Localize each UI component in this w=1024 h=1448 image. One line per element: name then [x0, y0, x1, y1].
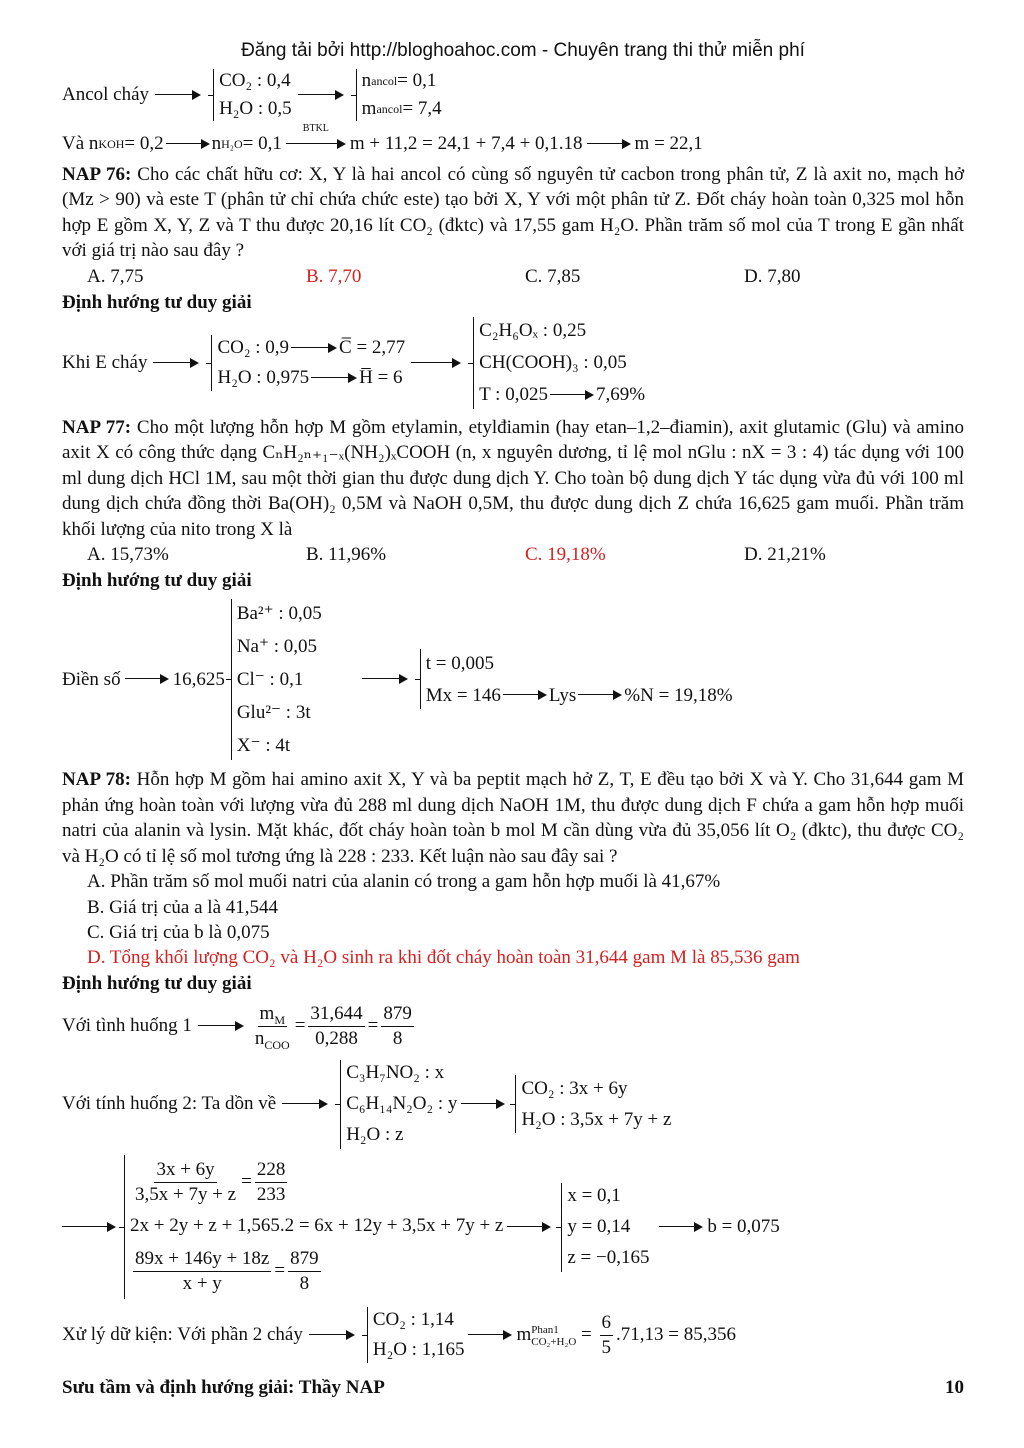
- brace-icon: [334, 1058, 346, 1151]
- solution-76: [62, 315, 964, 411]
- numerator: 3x + 6y: [154, 1158, 216, 1183]
- ancol-combustion-row: [62, 64, 964, 126]
- fraction: [253, 1002, 292, 1051]
- label: Với tính huống 2: Ta dồn về: [62, 1093, 277, 1115]
- system-line: [130, 1241, 503, 1301]
- equals: =: [367, 1015, 379, 1037]
- options-76: [62, 264, 964, 290]
- system-line: C₃H₇NO₂ : x: [346, 1062, 445, 1084]
- brace-icon: [555, 1181, 567, 1274]
- label: Với tình huống 1: [62, 1015, 192, 1037]
- question-text: Cho các chất hữu cơ: X, Y là hai ancol có cùng số nguyên tử cacbon trong phân tử, Z là axit no, mạch hở (Mz > 90) và este T (phân tử chỉ chứa chức este) tạo bởi X, Y với một phân tử Z. Đốt cháy hoàn toàn 0,325 mol hỗn hợp E gồm X, Y, Z và T thu được 20,16 lít CO₂ (đktc) và 17,55 gam H₂O. Phần trăm số mol của T trong E gần nhất với giá trị nào sau đây ?: [62, 164, 964, 262]
- value: %N = 19,18%: [624, 684, 733, 706]
- denominator: 8: [392, 1027, 403, 1049]
- option-d: D. 7,80: [744, 265, 801, 287]
- numerator: 228: [255, 1158, 288, 1183]
- brace-system: [509, 1073, 671, 1135]
- value: Lys: [548, 684, 577, 706]
- value: Mx = 146: [425, 684, 501, 706]
- fraction: [133, 1247, 271, 1296]
- system-line: [567, 1212, 779, 1243]
- arrow-icon: [298, 88, 344, 102]
- question-78: [62, 767, 964, 869]
- system-line: m ancol = 7,4: [362, 95, 442, 123]
- system-line: H₂O : z: [346, 1124, 404, 1146]
- fraction: [381, 1002, 414, 1051]
- question-number: NAP 78:: [62, 769, 131, 791]
- fraction: [288, 1247, 321, 1296]
- text: Và n: [62, 133, 99, 155]
- arrow-icon: [587, 137, 631, 151]
- option-d: D. 21,21%: [744, 544, 826, 566]
- value: H̅ = 6: [359, 367, 403, 389]
- arrow-icon: [503, 688, 547, 702]
- question-text: Hỗn hợp M gồm hai amino axit X, Y và ba peptit mạch hở Z, T, E đều tạo bởi X và Y. Cho 31,644 gam M phản ứng hoàn toàn với lượng vừa đủ 288 ml dung dịch NaOH 1M, thu được dung dịch F chứa a gam hỗn hợp muối natri của alanin và lysin. Mặt khác, đốt cháy hoàn toàn b mol M cần dùng vừa đủ 35,056 lít O₂ (đktc), thu được CO₂ và H₂O có tỉ lệ số mol tương ứng là 228 : 233. Kết luận nào sau đây sai ?: [62, 769, 965, 867]
- brace-system: [118, 1153, 503, 1301]
- m-symbol: m: [516, 1324, 532, 1346]
- value: y = 0,14: [567, 1216, 631, 1238]
- subscript: M: [274, 1012, 285, 1027]
- brace-system: [350, 67, 442, 123]
- footer-author: Sưu tầm và định hướng giải: Thầy NAP: [62, 1377, 385, 1398]
- solution-heading: Định hướng tư duy giải: [62, 570, 252, 592]
- value: .71,13 = 85,356: [616, 1324, 736, 1346]
- question-number: NAP 77:: [62, 417, 132, 439]
- brace-icon: [350, 67, 362, 123]
- n-symbol: n: [254, 1027, 265, 1049]
- koh-line: Và n KOH = 0,2 n H₂O = 0,1 BTKL m + 11,2 = 24,1 + 7,4 + 0,1.18 m = 22,1: [62, 126, 964, 162]
- system-line: CO₂ : 3x + 6y: [521, 1077, 628, 1099]
- numerator: 6: [600, 1311, 614, 1336]
- system-line: C₆H₁₄N₂O₂ : y: [346, 1093, 458, 1115]
- option-b: B. 11,96%: [306, 544, 387, 566]
- denominator: x + y: [182, 1272, 222, 1294]
- question-76: [62, 162, 964, 264]
- system-line: C₂H₆Oₓ : 0,25: [479, 320, 587, 342]
- option-a: A. 15,73%: [87, 544, 169, 566]
- arrow-icon: [659, 1220, 703, 1234]
- solution-77: [62, 593, 964, 765]
- solution-heading: Định hướng tư duy giải: [62, 972, 252, 994]
- value: = 0,1: [397, 70, 437, 92]
- option-d: D. Tổng khối lượng CO₂ và H₂O sinh ra khi đốt cháy hoàn toàn 31,644 gam M là 85,536 gam: [87, 947, 800, 969]
- brace-icon: [361, 1305, 373, 1365]
- arrow-icon: [198, 1019, 244, 1033]
- brace-system: [225, 597, 322, 762]
- brace-system: [334, 1058, 457, 1151]
- equals: =: [241, 1171, 252, 1193]
- text: n: [211, 133, 222, 155]
- system-line: CO₂ : 1,14: [372, 1309, 454, 1331]
- system-line: [479, 379, 645, 411]
- final-row: [62, 1302, 964, 1368]
- brace-system: [467, 315, 645, 411]
- system-line: Cl⁻ : 0,1: [236, 668, 304, 690]
- text: = 0,2: [124, 133, 164, 155]
- equals: =: [294, 1015, 306, 1037]
- system-line: Glu²⁻ : 3t: [236, 701, 311, 723]
- brace-icon: [414, 647, 426, 711]
- value: H₂O : 0,975: [217, 367, 310, 389]
- case2-row: [62, 1056, 964, 1152]
- equals: =: [576, 1324, 597, 1346]
- value: 7,69%: [595, 384, 646, 406]
- value: b = 0,075: [707, 1216, 780, 1238]
- label: Xử lý dữ kiện: Với phần 2 cháy: [62, 1324, 303, 1346]
- brace-icon: [509, 1073, 521, 1135]
- arrow-icon: [550, 388, 594, 402]
- case1-row: [62, 996, 964, 1056]
- numerator: 879: [381, 1002, 414, 1027]
- arrow-icon: [125, 672, 169, 686]
- value: CO₂ : 0,9: [217, 337, 290, 359]
- arrow-icon: [362, 672, 408, 686]
- system-line: Na⁺ : 0,05: [236, 635, 318, 657]
- label: Điền số: [62, 668, 121, 690]
- question-77: [62, 415, 964, 542]
- arrow-icon: [291, 341, 337, 355]
- fraction: [255, 1158, 288, 1207]
- system-line: CO₂ : 0,4: [219, 70, 291, 92]
- question-number: NAP 76:: [62, 164, 132, 185]
- numerator: 31,644: [308, 1002, 364, 1027]
- denominator: 5: [601, 1336, 611, 1358]
- option-a: A. Phần trăm số mol muối natri của alanin có trong a gam hỗn hợp muối là 41,67%: [87, 871, 721, 893]
- value: T : 0,025: [479, 384, 548, 406]
- arrow-icon: [282, 1097, 328, 1111]
- arrow-icon: [309, 1328, 355, 1342]
- question-text: Cho một lượng hỗn hợp M gồm etylamin, etylđiamin (hay etan–1,2–điamin), axit glutamic (Glu) và amino axit X có công thức dạng CₙH₂ₙ₊₁₋ₓ(NH₂)ₓCOOH (n, x nguyên dương, tỉ lệ mol nGlu : nX = 3 : 4) tác dụng với 100 ml dung dịch HCl 1M, sau một thời gian thu được dung dịch Y. Cho toàn bộ dung dịch Y tác dụng vừa đủ với 100 ml dung dịch chứa đồng thời Ba(OH)₂ 0,5M và NaOH 0,5M, thu được dung dịch Z chứa 16,625 gam muối. Phần trăm khối lượng của nito trong X là: [62, 417, 964, 540]
- m-symbol: m: [361, 98, 377, 120]
- page-header: Đăng tải bởi http://bloghoahoc.com - Chuyên trang thi thử miễn phí: [241, 40, 805, 61]
- system-line: [426, 679, 733, 711]
- arrow-icon: [166, 137, 210, 151]
- arrow-icon: [311, 371, 357, 385]
- brace-icon: [118, 1153, 130, 1301]
- text: = 0,1: [242, 133, 282, 155]
- denominator: 233: [256, 1183, 286, 1205]
- option-c: C. 7,85: [525, 265, 581, 287]
- arrow-label: BTKL: [302, 123, 329, 134]
- label: Khi E cháy: [62, 352, 148, 374]
- m-symbol: m: [259, 1002, 275, 1024]
- numerator: 879: [288, 1247, 321, 1272]
- system-line: Ba²⁺ : 0,05: [236, 602, 322, 624]
- equation-system-row: [62, 1152, 964, 1302]
- options-77: [62, 542, 964, 568]
- system-line: H₂O : 0,5: [219, 98, 292, 120]
- mass-value: 16,625: [172, 668, 225, 690]
- ancol-label: Ancol cháy: [62, 84, 150, 106]
- equals: =: [274, 1260, 286, 1282]
- system-line: x = 0,1: [567, 1185, 621, 1207]
- system-line: [217, 363, 405, 393]
- brace-icon: [207, 67, 219, 123]
- brace-system: [414, 647, 733, 711]
- brace-icon: [467, 315, 479, 411]
- arrow-icon: [286, 123, 346, 151]
- system-line: CH(COOH)₃ : 0,05: [479, 352, 627, 374]
- system-line: 2x + 2y + z + 1,565.2 = 6x + 12y + 3,5x + 7y + z: [130, 1215, 504, 1237]
- arrow-icon: [468, 1328, 512, 1342]
- brace-system: [207, 67, 292, 123]
- arrow-icon: [578, 688, 622, 702]
- numerator: 89x + 146y + 18z: [133, 1247, 271, 1272]
- brace-system: [205, 333, 405, 393]
- text: m = 22,1: [634, 133, 703, 155]
- system-line: [217, 333, 405, 363]
- fraction: [133, 1158, 238, 1207]
- page-footer: [62, 1375, 964, 1400]
- arrow-icon: [507, 1220, 551, 1234]
- brace-icon: [205, 333, 217, 393]
- system-line: z = −0,165: [567, 1247, 650, 1269]
- brace-system: [361, 1305, 465, 1365]
- option-b: B. 7,70: [306, 265, 362, 287]
- arrow-icon: [411, 356, 461, 370]
- brace-icon: [225, 597, 237, 762]
- arrow-icon: [153, 356, 199, 370]
- system-line: X⁻ : 4t: [236, 734, 291, 756]
- system-line: t = 0,005: [425, 652, 494, 674]
- fraction: [308, 1002, 364, 1051]
- subscript: COO: [264, 1037, 290, 1052]
- option-c: C. 19,18%: [525, 544, 606, 566]
- value: C̅ = 2,77: [339, 337, 406, 359]
- fraction: [600, 1311, 614, 1360]
- arrow-icon: [62, 1220, 116, 1234]
- arrow-icon: [461, 1097, 505, 1111]
- option-a: A. 7,75: [87, 265, 144, 287]
- superscript: Phan1: [531, 1324, 559, 1337]
- n-symbol: n: [361, 70, 372, 92]
- denominator: 3,5x + 7y + z: [135, 1183, 237, 1205]
- subscript: CO₂+H₂O: [531, 1336, 577, 1349]
- arrow-icon: [155, 88, 201, 102]
- system-line: [130, 1153, 503, 1211]
- denominator: 8: [299, 1272, 310, 1294]
- page-number: 10: [945, 1377, 964, 1398]
- text: m + 11,2 = 24,1 + 7,4 + 0,1.18: [349, 133, 583, 155]
- value: = 7,4: [402, 98, 442, 120]
- denominator: 0,288: [315, 1027, 358, 1049]
- system-line: H₂O : 3,5x + 7y + z: [521, 1108, 672, 1130]
- brace-system: [555, 1181, 779, 1274]
- system-line: n ancol = 0,1: [362, 67, 442, 95]
- option-b: B. Giá trị của a là 41,544: [87, 896, 279, 918]
- system-line: H₂O : 1,165: [372, 1339, 465, 1361]
- solution-heading: Định hướng tư duy giải: [62, 291, 252, 313]
- option-c: C. Giá trị của b là 0,075: [87, 921, 270, 943]
